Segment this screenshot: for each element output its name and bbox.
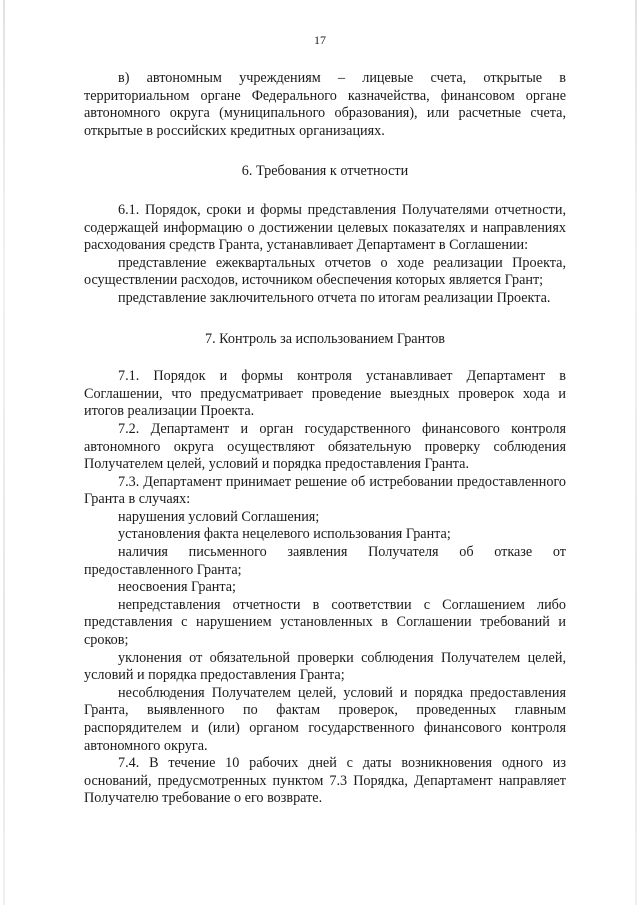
paragraph-7-3: 7.3. Департамент принимает решение об истребовании предоставленного Гранта в случаях:: [84, 473, 566, 508]
case-item: непредставления отчетности в соответствии с Соглашением либо представления с нарушением установленных в Соглашении требований и сроков;: [84, 596, 566, 649]
paragraph-quarterly-reports: представление ежеквартальных отчетов о ходе реализации Проекта, осуществлении расходов, источником обеспечения которых является Грант;: [84, 254, 566, 289]
case-item: установления факта нецелевого использования Гранта;: [118, 526, 451, 543]
case-item: нарушения условий Соглашения;: [118, 508, 320, 525]
section-heading-6: 6. Требования к отчетности: [241, 163, 409, 180]
page-number: 17: [314, 33, 326, 47]
document-body: [84, 70, 566, 808]
case-item: неосвоения Гранта;: [118, 579, 236, 596]
case-item: несоблюдения Получателем целей, условий и порядка предоставления Гранта, выявленного по фактам проверок, проведенных главным распорядителем и (или) органом государственного финансового контроля автономного округа.: [84, 684, 566, 754]
paragraph-7-2: 7.2. Департамент и орган государственного финансового контроля автономного округа осуществляют обязательную проверку соблюдения Получателем целей, условий и порядка предоставления Гранта.: [84, 420, 566, 473]
paragraph-7-4: 7.4. В течение 10 рабочих дней с даты возникновения одного из оснований, предусмотренных пунктом 7.3 Порядка, Департамент направляет Получателю требование о его возврате.: [84, 755, 566, 807]
paragraph-6-1: 6.1. Порядок, сроки и формы представления Получателями отчетности, содержащей информацию о достижении целевых показателях и направлениях расходования средств Гранта, устанавливает Департамент в Соглашении:: [84, 201, 566, 254]
paragraph-accounts: в) автономным учреждениям – лицевые счета, открытые в территориальном органе Федерального казначейства, финансовом органе автономного округа (муниципального образования), или расчетные счета, открытые в российских кредитных организациях.: [84, 70, 566, 139]
section-heading-7: 7. Контроль за использованием Грантов: [204, 330, 445, 347]
paragraph-7-1: 7.1. Порядок и формы контроля устанавливает Департамент в Соглашении, что предусматривает проведение выездных проверок хода и итогов реализации Проекта.: [84, 368, 566, 420]
paragraph-final-report: представление заключительного отчета по итогам реализации Проекта.: [118, 289, 551, 306]
scan-edge-left: [3, 0, 5, 905]
case-item: уклонения от обязательной проверки соблюдения Получателем целей, условий и порядка предоставления Гранта;: [84, 649, 566, 684]
case-item: наличия письменного заявления Получателя об отказе от предоставленного Гранта;: [84, 544, 566, 578]
scan-edge-right: [635, 0, 637, 905]
